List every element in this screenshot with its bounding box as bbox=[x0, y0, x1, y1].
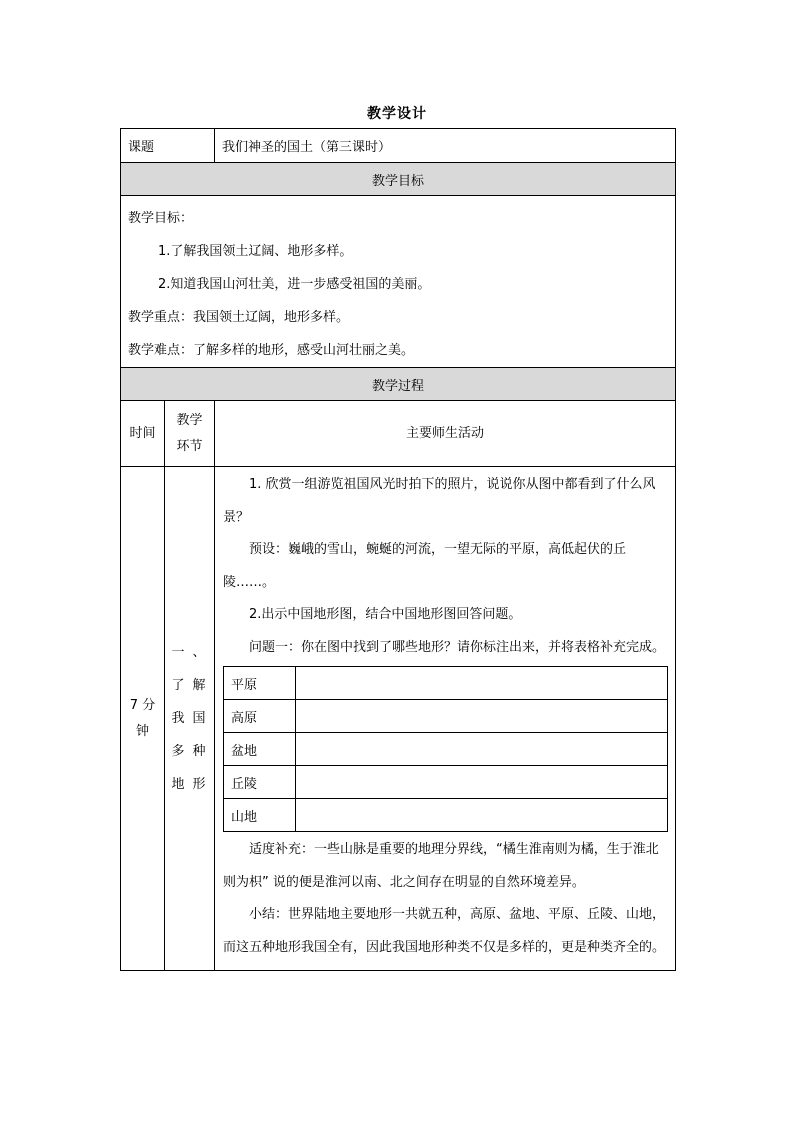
terrain-name: 平原 bbox=[224, 667, 296, 700]
terrain-name: 高原 bbox=[224, 700, 296, 733]
terrain-name: 盆地 bbox=[224, 733, 296, 766]
terrain-row bbox=[224, 799, 668, 832]
col-activity-header: 主要师生活动 bbox=[215, 401, 676, 467]
terrain-blank[interactable] bbox=[296, 799, 668, 832]
process-section-row bbox=[121, 368, 676, 401]
activity-paragraph: 问题一：你在图中找到了哪些地形？请你标注出来，并将表格补充完成。 bbox=[249, 639, 666, 655]
process-section-heading: 教学过程 bbox=[121, 368, 676, 401]
col-time-header: 时间 bbox=[121, 401, 165, 467]
activity-paragraph: 预设：巍峨的雪山，蜿蜒的河流，一望无际的平原，高低起伏的丘陵……。 bbox=[223, 542, 627, 590]
terrain-row bbox=[224, 733, 668, 766]
activity-paragraph: 小结：世界陆地主要地形一共就五种，高原、盆地、平原、丘陵、山地，而这五种地形我国全有，因此我国地形种类不仅是多样的，更是种类齐全的。 bbox=[223, 907, 666, 955]
terrain-row bbox=[224, 700, 668, 733]
goal-item: 2.知道我国山河壮美，进一步感受祖国的美丽。 bbox=[158, 277, 431, 292]
goals-cell bbox=[121, 196, 676, 368]
activity-paragraph: 2.出示中国地形图，结合中国地形图回答问题。 bbox=[249, 607, 522, 622]
activity-row bbox=[121, 467, 676, 971]
terrain-name: 山地 bbox=[224, 799, 296, 832]
goals-section-heading: 教学目标 bbox=[121, 163, 676, 196]
goals-intro: 教学目标： bbox=[128, 211, 194, 226]
terrain-row bbox=[224, 766, 668, 799]
terrain-blank[interactable] bbox=[296, 700, 668, 733]
goal-item: 1.了解我国领土辽阔、地形多样。 bbox=[158, 244, 353, 259]
course-value: 我们神圣的国土（第三课时） bbox=[215, 129, 676, 163]
terrain-blank[interactable] bbox=[296, 733, 668, 766]
key-point: 教学重点：我国领土辽阔，地形多样。 bbox=[128, 310, 350, 325]
difficulty: 教学难点：了解多样的地形，感受山河壮丽之美。 bbox=[128, 343, 415, 358]
course-label: 课题 bbox=[121, 129, 215, 163]
activity-cell bbox=[215, 467, 676, 971]
activity-paragraph: 1. 欣赏一组游览祖国风光时拍下的照片，说说你从图中都看到了什么风景？ bbox=[223, 477, 656, 525]
terrain-table bbox=[223, 666, 668, 832]
document-title: 教学设计 bbox=[367, 106, 427, 122]
time-value: 7 分钟 bbox=[129, 697, 156, 739]
activity-paragraph: 适度补充：一些山脉是重要的地理分界线，“橘生淮南则为橘，生于淮北则为枳” 说的便是淮河以南、北之间存在明显的自然环境差异。 bbox=[223, 842, 659, 890]
terrain-blank[interactable] bbox=[296, 667, 668, 700]
time-cell bbox=[121, 467, 165, 971]
goals-row bbox=[121, 196, 676, 368]
course-row bbox=[121, 129, 676, 163]
terrain-blank[interactable] bbox=[296, 766, 668, 799]
col-step-header: 教学环节 bbox=[165, 401, 215, 467]
step-value: 一、了解我国多种地形 bbox=[171, 645, 214, 792]
lesson-plan-table bbox=[120, 128, 676, 971]
goals-section-row bbox=[121, 163, 676, 196]
terrain-row bbox=[224, 667, 668, 700]
column-header-row bbox=[121, 401, 676, 467]
terrain-name: 丘陵 bbox=[224, 766, 296, 799]
step-cell bbox=[165, 467, 215, 971]
